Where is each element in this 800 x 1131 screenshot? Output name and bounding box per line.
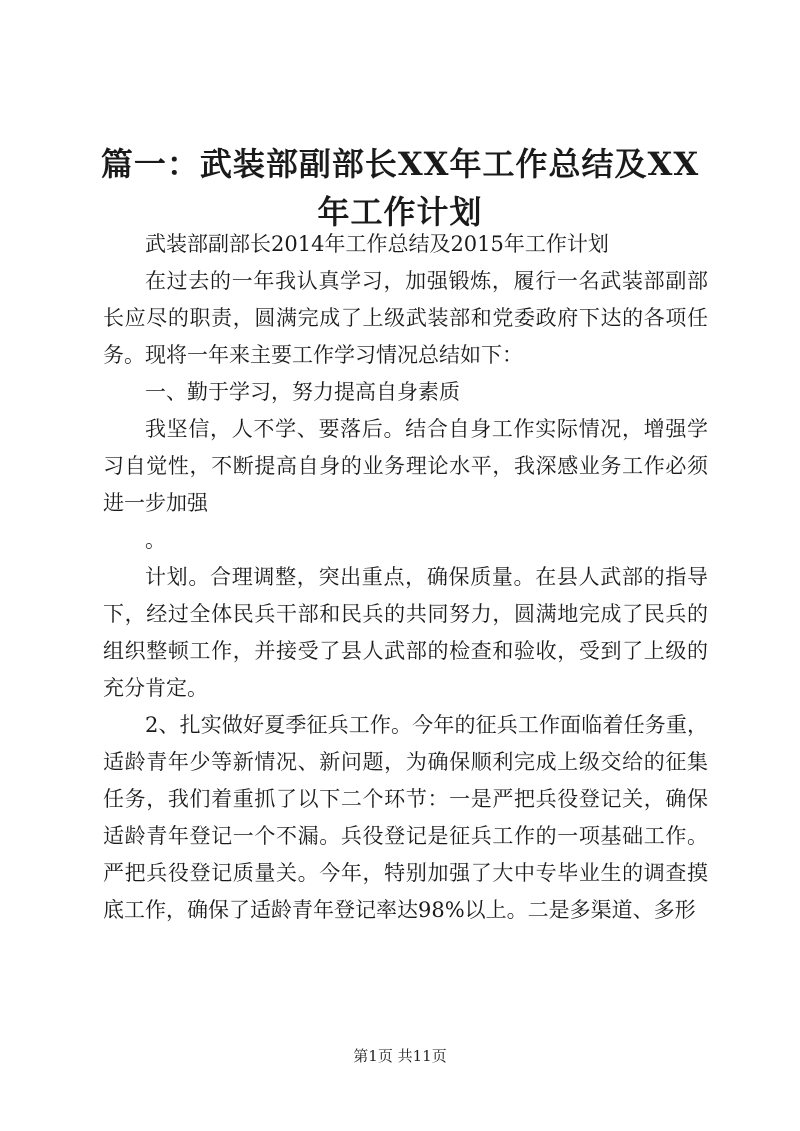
- section-heading: 一、勤于学习，努力提高自身素质: [145, 380, 460, 404]
- document-title: 篇一：武装部副部长XX年工作总结及XX年工作计划: [100, 145, 700, 231]
- body-paragraph: 2、扎实做好夏季征兵工作。今年的征兵工作面临着任务重，适龄青年少等新情况、新问题，为确保顺利完成上级交给的征集任务，我们着重抓了以下二个环节：一是严把兵役登记关，确保适龄青年登记一个不漏。兵役登记是征兵工作的一项基础工作。严把兵役登记质量关。今年，特别加强了大中专毕业生的调查摸底工作，确保了适龄青年登记率达98%以上。二是多渠道、多形: [103, 713, 708, 922]
- document-body: [103, 226, 708, 929]
- page-number-footer: 第1页 共11页: [353, 1047, 447, 1065]
- subtitle-paragraph: 武装部副部长2014年工作总结及2015年工作计划: [145, 232, 609, 256]
- body-paragraph: 在过去的一年我认真学习，加强锻炼，履行一名武装部副部长应尽的职责，圆满完成了上级武装部和党委政府下达的各项任务。现将一年来主要工作学习情况总结如下：: [103, 269, 708, 367]
- body-paragraph: 。: [145, 528, 166, 552]
- body-paragraph: 计划。合理调整，突出重点，确保质量。在县人武部的指导下，经过全体民兵干部和民兵的共同努力，圆满地完成了民兵的组织整顿工作，并接受了县人武部的检查和验收，受到了上级的充分肯定。: [103, 565, 708, 700]
- body-paragraph: 我坚信，人不学、要落后。结合自身工作实际情况，增强学习自觉性，不断提高自身的业务理论水平，我深感业务工作必须进一步加强: [103, 417, 708, 515]
